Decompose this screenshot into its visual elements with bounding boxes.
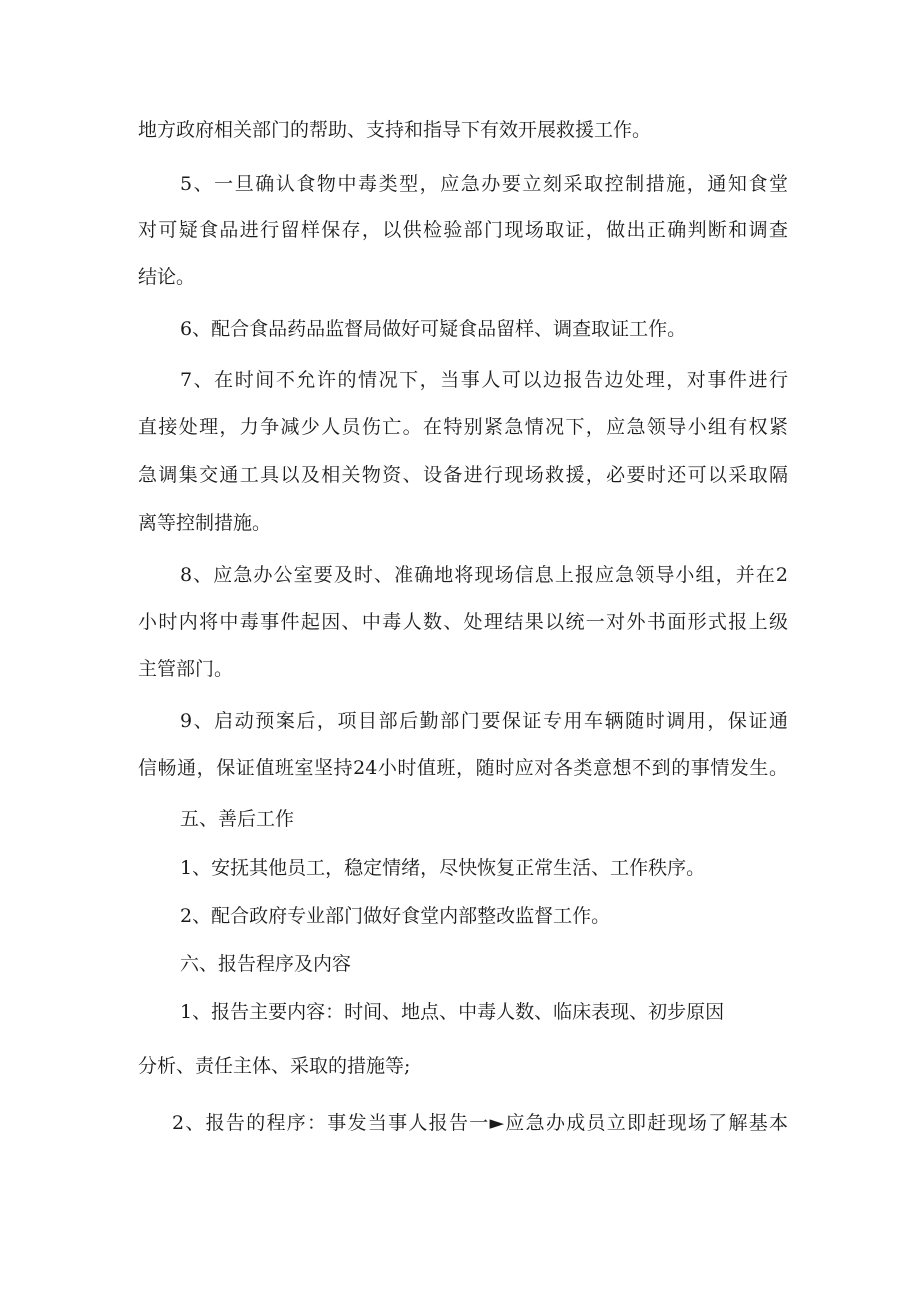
paragraph-line: 2、配合政府专业部门做好食堂内部整改监督工作。 — [180, 905, 611, 927]
section-heading: 五、善后工作 — [180, 808, 295, 830]
paragraph-line: 主管部门。 — [138, 658, 234, 680]
paragraph-line: 1、安抚其他员工，稳定情绪，尽快恢复正常生活、工作秩序。 — [180, 857, 706, 879]
paragraph-line: 9、启动预案后，项目部后勤部门要保证专用车辆随时调用，保证通 — [180, 710, 788, 732]
paragraph-line: 急调集交通工具以及相关物资、设备进行现场救援，必要时还可以采取隔 — [138, 464, 788, 486]
paragraph-line: 直接处理，力争减少人员伤亡。在特别紧急情况下，应急领导小组有权紧 — [138, 416, 788, 438]
paragraph-line: 2、报告的程序：事发当事人报告一►应急办成员立即赶现场了解基本 — [172, 1112, 788, 1134]
section-heading: 六、报告程序及内容 — [180, 953, 352, 975]
paragraph-line: 5、一旦确认食物中毒类型，应急办要立刻采取控制措施，通知食堂 — [180, 173, 788, 195]
paragraph-line: 地方政府相关部门的帮助、支持和指导下有效开展救援工作。 — [138, 119, 652, 141]
paragraph-line: 结论。 — [138, 266, 196, 288]
paragraph-line: 8、应急办公室要及时、准确地将现场信息上报应急领导小组，并在2 — [180, 564, 788, 586]
paragraph-line: 离等控制措施。 — [138, 512, 272, 534]
paragraph-line: 分析、责任主体、采取的措施等; — [138, 1055, 411, 1077]
paragraph-line: 信畅通，保证值班室坚持24小时值班，随时应对各类意想不到的事情发生。 — [138, 757, 788, 779]
paragraph-line: 7、在时间不允许的情况下，当事人可以边报告边处理，对事件进行 — [180, 369, 788, 391]
paragraph-line: 小时内将中毒事件起因、中毒人数、处理结果以统一对外书面形式报上级 — [138, 611, 788, 633]
paragraph-line: 6、配合食品药品监督局做好可疑食品留样、调查取证工作。 — [180, 318, 687, 340]
paragraph-line: 1、报告主要内容：时间、地点、中毒人数、临床表现、初步原因 — [180, 1001, 725, 1023]
paragraph-line: 对可疑食品进行留样保存，以供检验部门现场取证，做出正确判断和调查 — [138, 219, 788, 241]
